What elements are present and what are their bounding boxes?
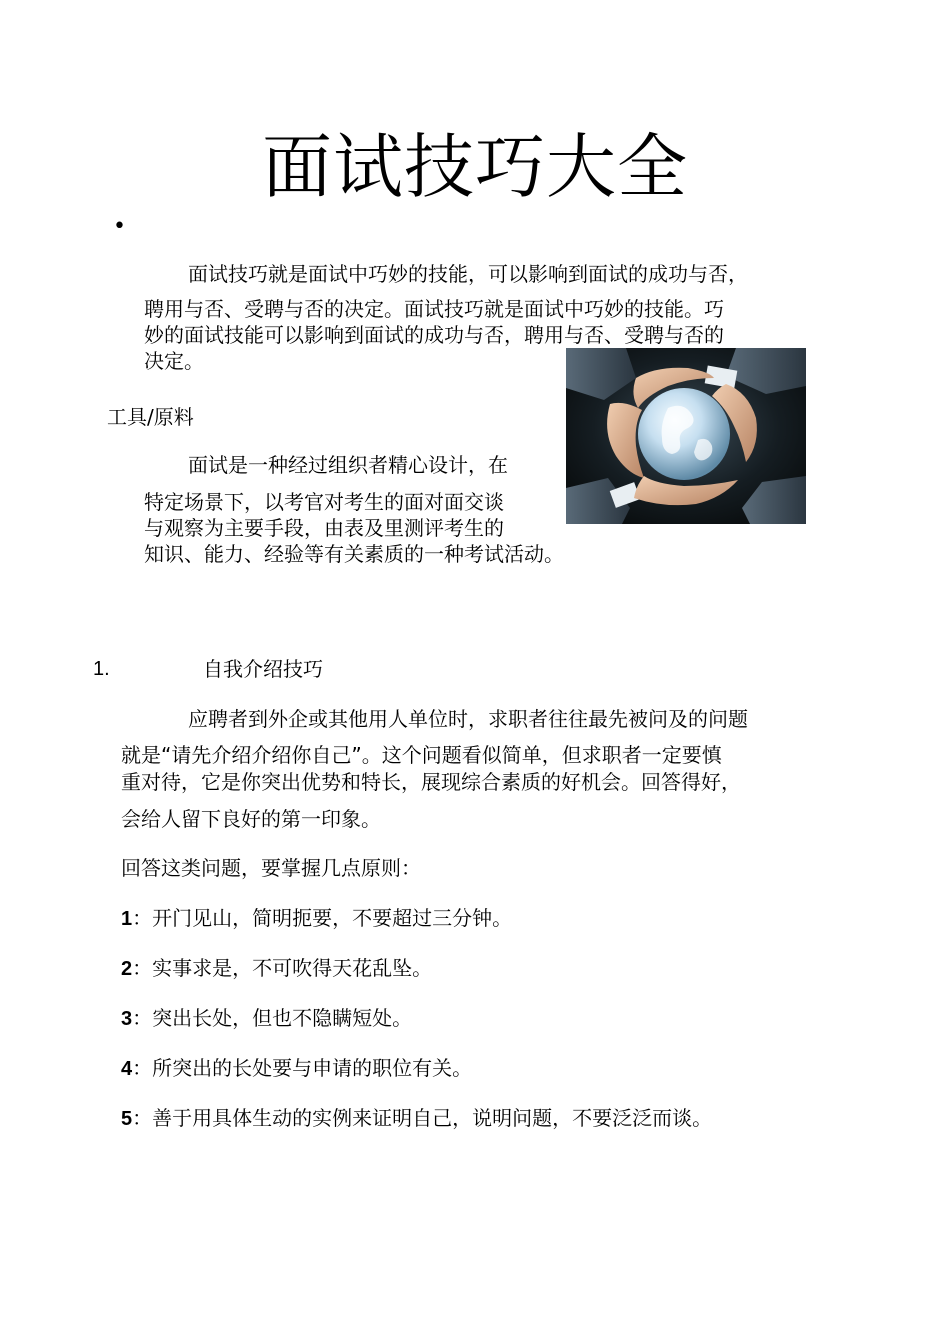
intro-line-2: 聘用与否、受聘与否的决定。面试技巧就是面试中巧妙的技能。巧 xyxy=(144,297,724,321)
definition-line-2: 特定场景下，以考官对考生的面对面交谈 xyxy=(144,490,504,514)
principle-item xyxy=(121,1005,412,1032)
principle-text: ：突出长处，但也不隐瞒短处。 xyxy=(132,1006,413,1030)
principle-number: 4 xyxy=(121,1058,133,1080)
section-para-line-1: 应聘者到外企或其他用人单位时，求职者往往最先被问及的问题 xyxy=(188,707,748,731)
intro-line-3: 妙的面试技能可以影响到面试的成功与否，聘用与否、受聘与否的 xyxy=(144,323,724,347)
intro-line-4: 决定。 xyxy=(144,349,204,373)
definition-line-1: 面试是一种经过组织者精心设计，在 xyxy=(188,453,508,477)
hands-around-globe-photo xyxy=(566,348,806,524)
principle-number: 1 xyxy=(121,908,133,930)
section-para-line-4: 会给人留下良好的第一印象。 xyxy=(121,807,381,831)
principle-text: ：实事求是，不可吹得天花乱坠。 xyxy=(132,956,433,980)
section-para-line-3: 重对待，它是你突出优势和特长，展现综合素质的好机会。回答得好， xyxy=(121,770,741,794)
definition-line-3: 与观察为主要手段，由表及里测评考生的 xyxy=(144,516,504,540)
principle-number: 5 xyxy=(121,1108,133,1130)
principles-intro: 回答这类问题，要掌握几点原则： xyxy=(121,856,421,880)
principle-item xyxy=(121,1055,472,1082)
principle-text: ：善于用具体生动的实例来证明自己，说明问题，不要泛泛而谈。 xyxy=(132,1106,713,1130)
section-para-line-2: 就是“请先介绍介绍你自己”。这个问题看似简单，但求职者一定要慎 xyxy=(121,743,722,767)
page-title: 面试技巧大全 xyxy=(262,126,688,208)
bullet-mark: • xyxy=(113,214,126,239)
principle-item xyxy=(121,955,432,982)
principle-text: ：开门见山，简明扼要，不要超过三分钟。 xyxy=(132,906,513,930)
section-heading: 自我介绍技巧 xyxy=(203,657,323,681)
principle-number: 2 xyxy=(121,958,133,980)
section-number: 1. xyxy=(93,658,110,680)
tools-heading: 工具/原料 xyxy=(107,405,194,429)
principle-item xyxy=(121,1105,712,1132)
principle-item xyxy=(121,905,512,932)
intro-line-1: 面试技巧就是面试中巧妙的技能，可以影响到面试的成功与否， xyxy=(188,262,748,286)
principle-text: ：所突出的长处要与申请的职位有关。 xyxy=(132,1056,473,1080)
principle-number: 3 xyxy=(121,1008,133,1030)
definition-line-4: 知识、能力、经验等有关素质的一种考试活动。 xyxy=(144,542,564,566)
